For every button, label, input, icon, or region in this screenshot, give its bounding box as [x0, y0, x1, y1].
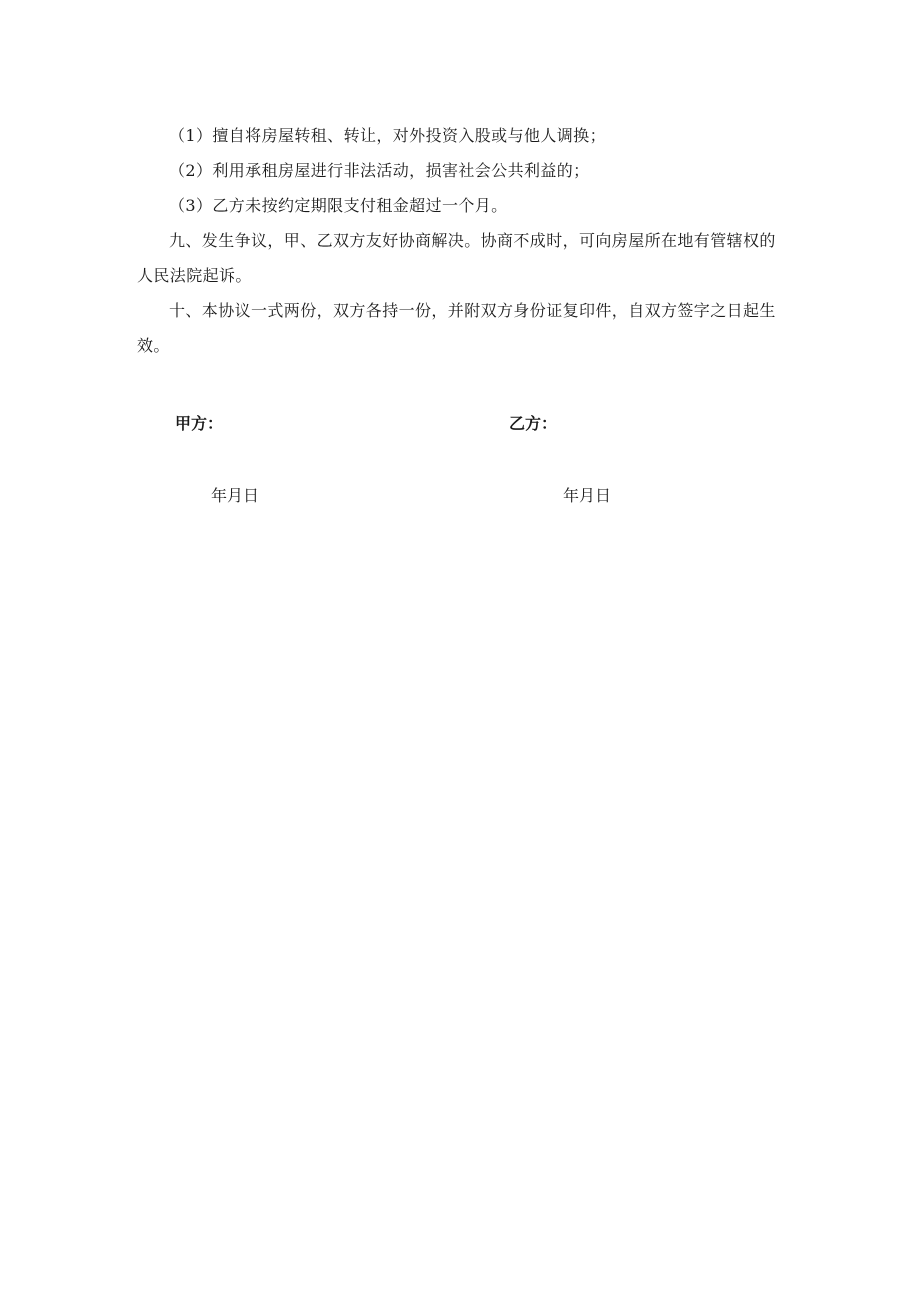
- contract-body: [137, 118, 787, 363]
- party-a-signature-label: 甲方：: [175, 414, 224, 433]
- termination-item-3: （3）乙方未按约定期限支付租金超过一个月。: [169, 196, 508, 215]
- party-a-date: 年月日: [211, 486, 260, 505]
- clause-effectiveness: 十、本协议一式两份，双方各持一份，并附双方身份证复印件，自双方签字之日起生效。: [137, 301, 776, 355]
- party-b-date: 年月日: [563, 486, 612, 505]
- clause-dispute-resolution: 九、发生争议，甲、乙双方友好协商解决。协商不成时，可向房屋所在地有管辖权的人民法院起诉。: [137, 231, 776, 285]
- termination-item-1: （1）擅自将房屋转租、转让，对外投资入股或与他人调换；: [169, 126, 606, 145]
- party-b-signature-label: 乙方：: [509, 414, 558, 433]
- termination-item-2: （2）利用承租房屋进行非法活动，损害社会公共利益的；: [169, 161, 590, 180]
